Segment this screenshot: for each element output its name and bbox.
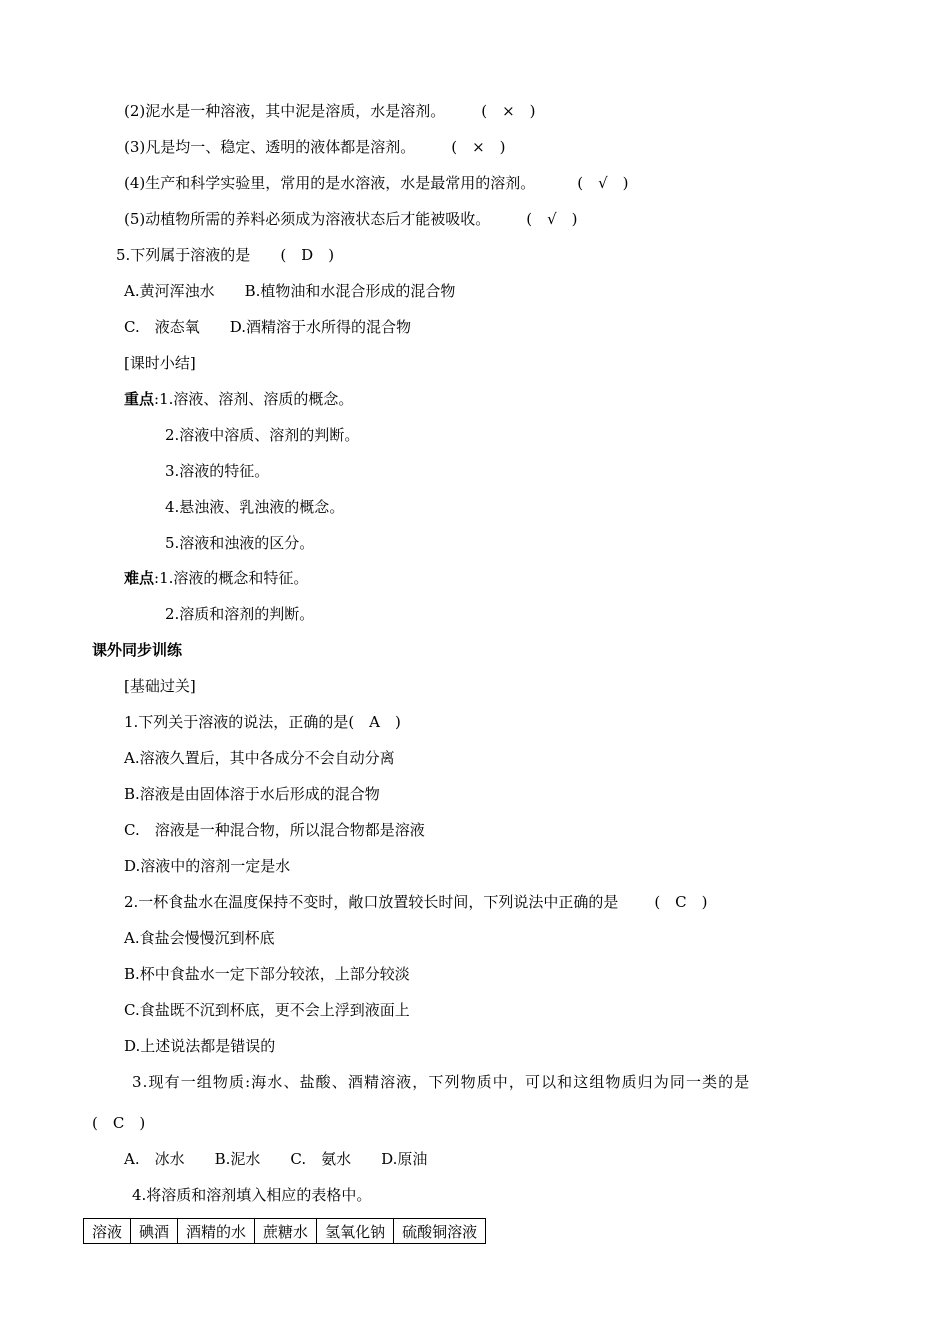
question-stem: 5.下列属于溶液的是 <box>116 246 251 264</box>
section-title: 课外同步训练 <box>92 641 183 659</box>
judgment-item-3 <box>124 137 506 157</box>
question-answer: ( D ) <box>280 246 335 264</box>
solution-table <box>83 1218 486 1244</box>
key-point: :1.溶液、溶剂、溶质的概念。 <box>154 390 354 408</box>
exercise-1-stem: 1.下列关于溶液的说法，正确的是( A ) <box>124 713 401 731</box>
table-header-cell: 硫酸铜溶液 <box>394 1219 486 1244</box>
table-header-cell: 酒精的水 <box>178 1219 255 1244</box>
difficult-points-line-1 <box>124 568 308 588</box>
judgment-item-5 <box>124 209 578 229</box>
judgment-text: (2)泥水是一种溶液，其中泥是溶质，水是溶剂。 <box>124 102 446 120</box>
exercise-1-option: A.溶液久置后，其中各成分不会自动分离 <box>124 749 395 767</box>
question-answer: ( C ) <box>654 893 708 911</box>
judgment-answer: ( × ) <box>481 102 536 120</box>
exercise-2-option: C.食盐既不沉到杯底，更不会上浮到液面上 <box>124 1001 410 1019</box>
judgment-text: (4)生产和科学实验里，常用的是水溶液，水是最常用的溶剂。 <box>124 174 536 192</box>
question-5-options-2: C. 液态氧 D.酒精溶于水所得的混合物 <box>124 318 411 336</box>
exercise-1-option: C. 溶液是一种混合物，所以混合物都是溶液 <box>124 821 425 839</box>
difficult-point: :1.溶液的概念和特征。 <box>154 569 309 587</box>
question-5-options-1: A.黄河浑浊水 B.植物油和水混合形成的混合物 <box>124 282 456 300</box>
exercise-3-stem: 3.现有一组物质:海水、盐酸、酒精溶液，下列物质中，可以和这组物质归为同一类的是 <box>132 1073 751 1091</box>
table-row <box>84 1219 486 1244</box>
table-header-cell: 蔗糖水 <box>255 1219 317 1244</box>
key-point: 5.溶液和浊液的区分。 <box>165 534 315 552</box>
question-stem: 2.一杯食盐水在温度保持不变时，敞口放置较长时间，下列说法中正确的是 <box>124 893 619 911</box>
summary-title: [课时小结] <box>124 354 196 372</box>
table-header-cell: 碘酒 <box>131 1219 178 1244</box>
judgment-answer: ( √ ) <box>577 174 629 192</box>
key-point: 3.溶液的特征。 <box>165 462 270 480</box>
table-header-cell: 溶液 <box>84 1219 131 1244</box>
difficult-label: 难点 <box>124 569 155 587</box>
judgment-text: (5)动植物所需的养料必须成为溶液状态后才能被吸收。 <box>124 210 491 228</box>
exercise-4-stem: 4.将溶质和溶剂填入相应的表格中。 <box>132 1186 372 1204</box>
key-points-line-1 <box>124 389 353 409</box>
basic-title: [基础过关] <box>124 677 196 695</box>
key-point: 2.溶液中溶质、溶剂的判断。 <box>165 426 360 444</box>
judgment-text: (3)凡是均一、稳定、透明的液体都是溶剂。 <box>124 138 416 156</box>
exercise-1-option: D.溶液中的溶剂一定是水 <box>124 857 291 875</box>
key-point: 4.悬浊液、乳浊液的概念。 <box>165 498 345 516</box>
exercise-2-option: B.杯中食盐水一定下部分较浓，上部分较淡 <box>124 965 410 983</box>
exercise-1-option: B.溶液是由固体溶于水后形成的混合物 <box>124 785 380 803</box>
judgment-answer: ( √ ) <box>526 210 578 228</box>
difficult-point: 2.溶质和溶剂的判断。 <box>165 605 315 623</box>
judgment-answer: ( × ) <box>451 138 506 156</box>
table-header-cell: 氢氧化钠 <box>317 1219 394 1244</box>
judgment-item-2 <box>124 101 536 121</box>
key-label: 重点 <box>124 390 155 408</box>
exercise-2-option: A.食盐会慢慢沉到杯底 <box>124 929 275 947</box>
exercise-3-options: A. 冰水 B.泥水 C. 氨水 D.原油 <box>124 1150 428 1168</box>
judgment-item-4 <box>124 173 629 193</box>
exercise-3-answer: ( C ) <box>92 1114 146 1132</box>
exercise-2-option: D.上述说法都是错误的 <box>124 1037 276 1055</box>
exercise-2-stem <box>124 892 708 912</box>
question-5-stem <box>116 245 334 265</box>
